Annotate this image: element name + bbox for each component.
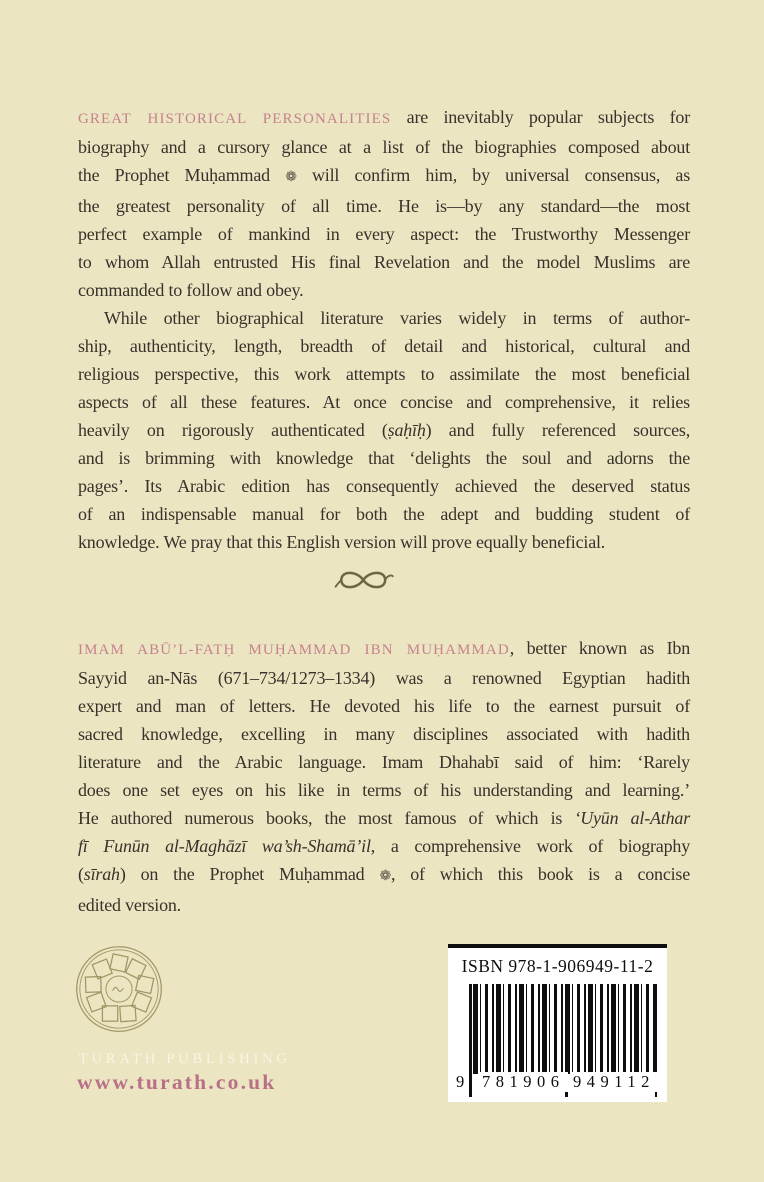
text-line — [78, 220, 690, 248]
body-text: aspects of all these features. At once concise and comprehensive, it relies — [78, 392, 690, 412]
text-line — [78, 500, 690, 528]
body-text: and is brimming with knowledge that ‘delights the soul and adorns the — [78, 448, 690, 468]
lead-smallcaps-text: GREAT HISTORICAL PERSONALITIES — [78, 111, 392, 127]
body-text: commanded to follow and obey. — [78, 280, 304, 300]
italic-text: ‘Uyūn al-Athar — [574, 808, 691, 828]
text-line — [78, 776, 690, 804]
publisher-website: www.turath.co.uk — [77, 1070, 277, 1094]
barcode-digit-group1: 781906 — [479, 1072, 568, 1092]
text-line — [78, 860, 690, 891]
body-text: ) on the Prophet Muḥammad — [119, 864, 380, 884]
text-line — [78, 388, 690, 416]
barcode — [448, 944, 667, 1102]
text-line — [78, 891, 690, 919]
body-text: ) and fully referenced sources, — [425, 420, 690, 440]
isbn-label: ISBN 978-1-906949-11-2 — [461, 956, 654, 976]
body-text: edited version. — [78, 895, 181, 915]
body-text: perfect example of mankind in every aspect: the Trustworthy Messenger — [78, 224, 690, 244]
infinity-ornament-icon — [328, 561, 408, 599]
text-line — [78, 192, 690, 220]
body-text: religious perspective, this work attempts to assimilate the most beneficial — [78, 364, 690, 384]
author-bio-section — [78, 634, 690, 919]
text-line — [78, 133, 690, 161]
body-text: expert and man of letters. He devoted his life to the earnest pursuit of — [78, 696, 690, 716]
barcode-bars — [456, 984, 657, 1091]
honorific-seal-icon: ❁ — [285, 170, 297, 185]
text-line — [78, 664, 690, 692]
barcode-guard-bar — [469, 984, 472, 1097]
body-text: pages’. Its Arabic edition has consequently achieved the deserved status — [78, 476, 690, 496]
body-text: ship, authenticity, length, breadth of detail and historical, cultural and — [78, 336, 690, 356]
text-line — [78, 634, 690, 664]
body-text: While other biographical literature varies widely in terms of author- — [104, 308, 690, 328]
body-text: literature and the Arabic language. Imam Dhahabī said of him: ‘Rarely — [78, 752, 690, 772]
body-text: He authored numerous books, the most famous of which is — [78, 808, 575, 828]
text-line — [78, 804, 690, 832]
body-text: , of which this book is a concise — [390, 864, 691, 884]
body-text: Sayyid an-Nās (671–734/1273–1334) was a renowned Egyptian hadith — [78, 668, 690, 688]
italic-text: ṣaḥīḥ — [387, 420, 426, 440]
body-text: heavily on rigorously authenticated ( — [78, 420, 388, 440]
body-text: does one set eyes on his like in terms of his understanding and learning.’ — [78, 780, 690, 800]
text-line — [78, 248, 690, 276]
text-line — [78, 832, 690, 860]
body-text: are inevitably popular subjects for — [391, 107, 691, 127]
text-line — [78, 332, 690, 360]
lead-smallcaps-text: IMAM ABŪ’L-FATḤ MUḤAMMAD IBN MUḤAMMAD — [78, 642, 510, 658]
body-text: the greatest personality of all time. He is—by any standard—the most — [78, 196, 690, 216]
honorific-seal-icon: ❁ — [379, 869, 391, 884]
body-text: biography and a cursory glance at a list of the biographies composed about — [78, 137, 690, 157]
body-text: the Prophet Muḥammad — [78, 165, 286, 185]
text-line — [78, 528, 690, 556]
italic-text: fī Funūn al-Maghāzī wa’sh-Shamā’il — [78, 836, 371, 856]
italic-text: sīrah — [83, 864, 120, 884]
body-text: of an indispensable manual for both the adept and budding student of — [78, 504, 690, 524]
barcode-digit-group2: 949112 — [570, 1072, 658, 1092]
text-line — [78, 304, 690, 332]
text-line — [78, 416, 690, 444]
body-text: ( — [78, 864, 84, 884]
body-text: , better known as Ibn — [509, 638, 690, 658]
body-text: sacred knowledge, excelling in many disciplines associated with hadith — [78, 724, 690, 744]
text-line — [78, 472, 690, 500]
blurb-section — [78, 103, 690, 556]
text-line — [78, 360, 690, 388]
text-line — [78, 692, 690, 720]
barcode-digit-lead: 9 — [453, 1072, 467, 1092]
text-line — [78, 276, 690, 304]
turath-rosette-logo-icon — [74, 944, 164, 1034]
text-line — [78, 748, 690, 776]
text-line — [78, 103, 690, 133]
text-line — [78, 444, 690, 472]
body-text: knowledge. We pray that this English version will prove equally beneficial. — [78, 532, 606, 552]
body-text: , a comprehensive work of biography — [370, 836, 690, 856]
body-text: to whom Allah entrusted His final Revelation and the model Muslims are — [78, 252, 690, 272]
text-line — [78, 161, 690, 192]
text-line — [78, 720, 690, 748]
body-text: will confirm him, by universal consensus, as — [296, 165, 690, 185]
publisher-name: TURATH PUBLISHING — [79, 1051, 291, 1067]
